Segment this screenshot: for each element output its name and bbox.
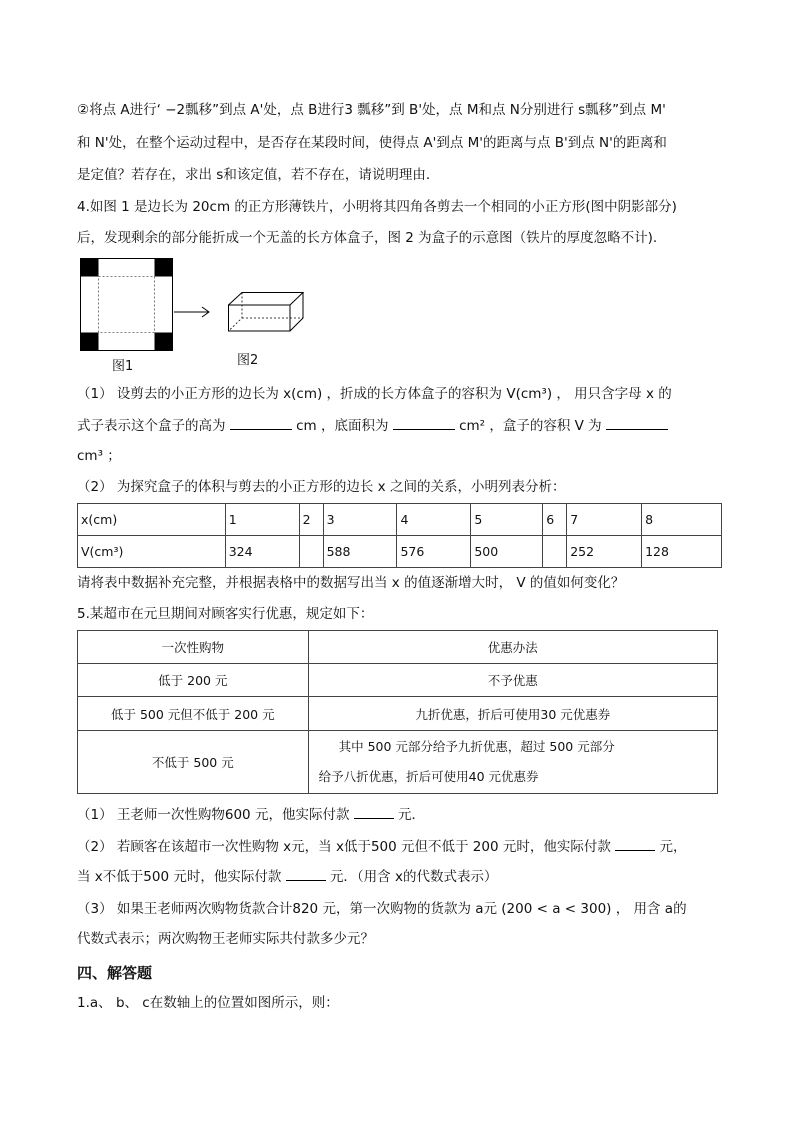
table-row <box>78 697 718 731</box>
table-header-cell: 一次性购物 <box>78 631 309 664</box>
table-cell: 2 <box>299 504 323 536</box>
q3-part2-line2: 和 N'处，在整个运动过程中，是否存在某段时间，使得点 A'到点 M'的距离与点 B'到点 N'的距离和 <box>77 135 667 151</box>
q4-sub1-text2: cm ，底面积为 <box>296 418 389 434</box>
table-row <box>78 536 722 568</box>
q5-sub1 <box>77 804 425 825</box>
q5-sub3-line1: （3） 如果王老师两次购物货款合计820 元，第一次购物的货款为 a元 (200 < a < 300) ， 用含 a的 <box>77 901 687 917</box>
table-cell: 九折优惠，折后可使用30 元优惠券 <box>308 697 717 731</box>
q4-sub2-line: （2） 为探究盒子的体积与剪去的小正方形的边长 x 之间的关系，小明列表分析： <box>77 479 566 495</box>
q5-sub1-unit: 元． <box>398 807 426 823</box>
table-row <box>78 664 718 697</box>
table-row <box>78 631 718 664</box>
q4-table <box>77 503 722 568</box>
table-cell: 500 <box>471 536 543 568</box>
corner-square-tl <box>81 259 99 277</box>
answer-blank[interactable] <box>354 804 394 819</box>
q5-sub2-line1 <box>77 836 686 857</box>
table-cell-blank[interactable] <box>543 536 567 568</box>
table-row <box>78 504 722 536</box>
table-cell-blank[interactable] <box>299 536 323 568</box>
corner-square-tr <box>155 259 173 277</box>
table-cell <box>308 731 717 794</box>
section-heading: 四、解答题 <box>77 964 153 982</box>
answer-blank[interactable] <box>393 415 455 430</box>
q5-intro: 5.某超市在元旦期间对顾客实行优惠，规定如下： <box>77 606 374 622</box>
q3-part2-line1: ②将点 A进行‘ −2瓢移”到点 A'处，点 B进行3 瓢移”到 B'处，点 M和点 N分别进行 s瓢移”到点 M' <box>77 102 666 118</box>
table-cell: 不予优惠 <box>308 664 717 697</box>
q4-sub1-line3: cm³ ； <box>77 448 121 464</box>
q5-sub2-text2: 当 x不低于500 元时，他实际付款 <box>77 869 282 885</box>
corner-square-br <box>155 333 173 351</box>
answer-blank[interactable] <box>606 415 668 430</box>
table-cell: 324 <box>225 536 299 568</box>
q5-sub2-line2 <box>77 866 497 887</box>
q5-table <box>77 630 718 794</box>
q3-part2-line3: 是定值？若存在，求出 s和该定值，若不存在，请说明理由． <box>77 167 440 183</box>
answer-blank[interactable] <box>230 415 292 430</box>
table-cell: 588 <box>323 536 397 568</box>
table-cell: 7 <box>567 504 642 536</box>
q5-sub1-text: （1） 王老师一次性购物600 元，他实际付款 <box>77 807 350 823</box>
table-cell: V(cm³) <box>78 536 226 568</box>
q4-after-table: 请将表中数据补充完整，并根据表格中的数据写出当 x 的值逐渐增大时， V 的值如何变化？ <box>77 575 625 591</box>
figure-1-label: 图1 <box>112 359 134 374</box>
table-cell: 128 <box>642 536 722 568</box>
table-header-cell: 优惠办法 <box>308 631 717 664</box>
table-cell-line: 给予八折优惠，折后可使用40 元优惠券 <box>318 769 539 784</box>
table-cell: x(cm) <box>78 504 226 536</box>
table-cell: 3 <box>323 504 397 536</box>
table-row <box>78 731 718 794</box>
q5-sub2-text: （2） 若顾客在该超市一次性购物 x元，当 x低于500 元但不低于 200 元时，他实际付款 <box>77 839 611 855</box>
table-cell: 4 <box>397 504 471 536</box>
answer-blank[interactable] <box>286 866 326 881</box>
q5-sub3-line2: 代数式表示；两次购物王老师实际共付款多少元？ <box>77 931 374 947</box>
table-cell: 5 <box>471 504 543 536</box>
table-cell: 低于 200 元 <box>78 664 309 697</box>
table-cell: 252 <box>567 536 642 568</box>
table-cell: 1 <box>225 504 299 536</box>
q5-sub2-unit: 元， <box>659 839 687 855</box>
table-cell: 不低于 500 元 <box>78 731 309 794</box>
table-cell: 8 <box>642 504 722 536</box>
table-cell: 6 <box>543 504 567 536</box>
figure-2-box <box>228 292 304 332</box>
q4-line2: 后，发现剩余的部分能折成一个无盖的长方体盒子，图 2 为盒子的示意图（铁片的厚度忽略不计). <box>77 230 658 246</box>
q4-sub1-line2 <box>77 415 668 436</box>
section4-q1: 1.a、 b、 c在数轴上的位置如图所示，则： <box>77 995 339 1011</box>
q4-sub1-text3: cm² ，盒子的容积 V 为 <box>459 418 602 434</box>
table-cell-line: 其中 500 元部分给予九折优惠，超过 500 元部分 <box>338 739 615 754</box>
arrow-icon <box>174 306 212 318</box>
corner-square-bl <box>81 333 99 351</box>
q5-sub2-unit2: 元．（用含 x的代数式表示） <box>329 869 498 885</box>
q4-sub1-text1: 式子表示这个盒子的高为 <box>77 418 226 434</box>
answer-blank[interactable] <box>615 836 655 851</box>
figure-2-label: 图2 <box>237 353 259 368</box>
q4-sub1-line1: （1） 设剪去的小正方形的边长为 x(cm) ，折成的长方体盒子的容积为 V(cm³) ， 用只含字母 x 的 <box>77 386 672 402</box>
table-cell: 低于 500 元但不低于 200 元 <box>78 697 309 731</box>
figure-1-sheet <box>80 258 174 352</box>
table-cell: 576 <box>397 536 471 568</box>
q4-line1: 4.如图 1 是边长为 20cm 的正方形薄铁片，小明将其四角各剪去一个相同的小正方形(图中阴影部分) <box>77 199 677 215</box>
